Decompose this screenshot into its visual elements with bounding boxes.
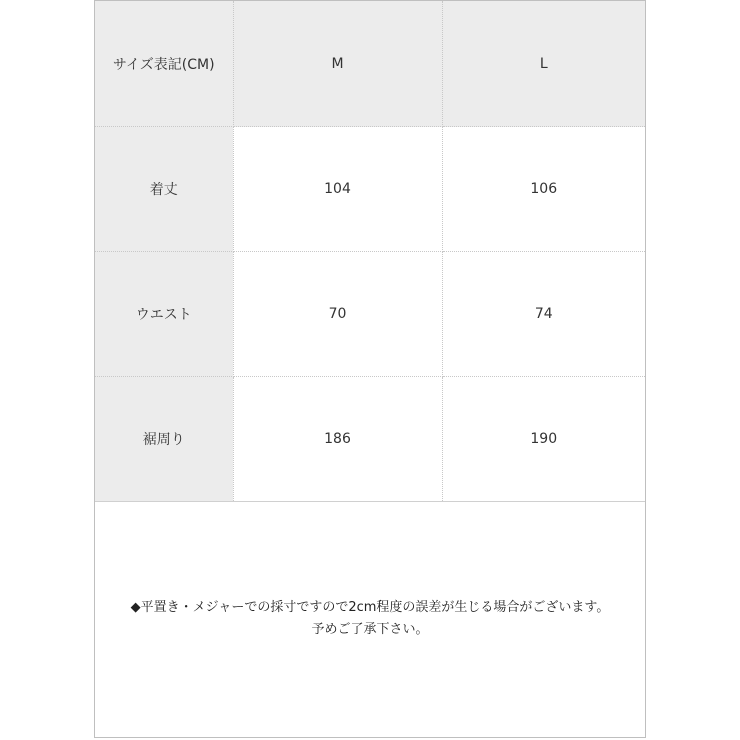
table-row [95, 127, 645, 252]
note-line-1: ◆平置き・メジャーでの採寸ですので2cm程度の誤差が生じる場合がございます。 [130, 600, 610, 615]
size-chart-sheet [94, 0, 646, 738]
header-size-l: L [442, 1, 645, 127]
cell-m-value: 186 [233, 377, 442, 502]
header-size-m: M [233, 1, 442, 127]
row-label: 着丈 [95, 127, 233, 252]
table-row [95, 377, 645, 502]
table-row [95, 252, 645, 377]
row-label: ウエスト [95, 252, 233, 377]
cell-m-value: 104 [233, 127, 442, 252]
header-size-label: サイズ表記(CM) [95, 1, 233, 127]
cell-m-value: 70 [233, 252, 442, 377]
note-line-2: 予めご了承下さい。 [311, 622, 429, 637]
table-header-row [95, 1, 645, 127]
row-label: 裾周り [95, 377, 233, 502]
cell-l-value: 190 [442, 377, 645, 502]
cell-l-value: 106 [442, 127, 645, 252]
size-table [95, 1, 645, 502]
cell-l-value: 74 [442, 252, 645, 377]
measurement-note [95, 597, 645, 641]
